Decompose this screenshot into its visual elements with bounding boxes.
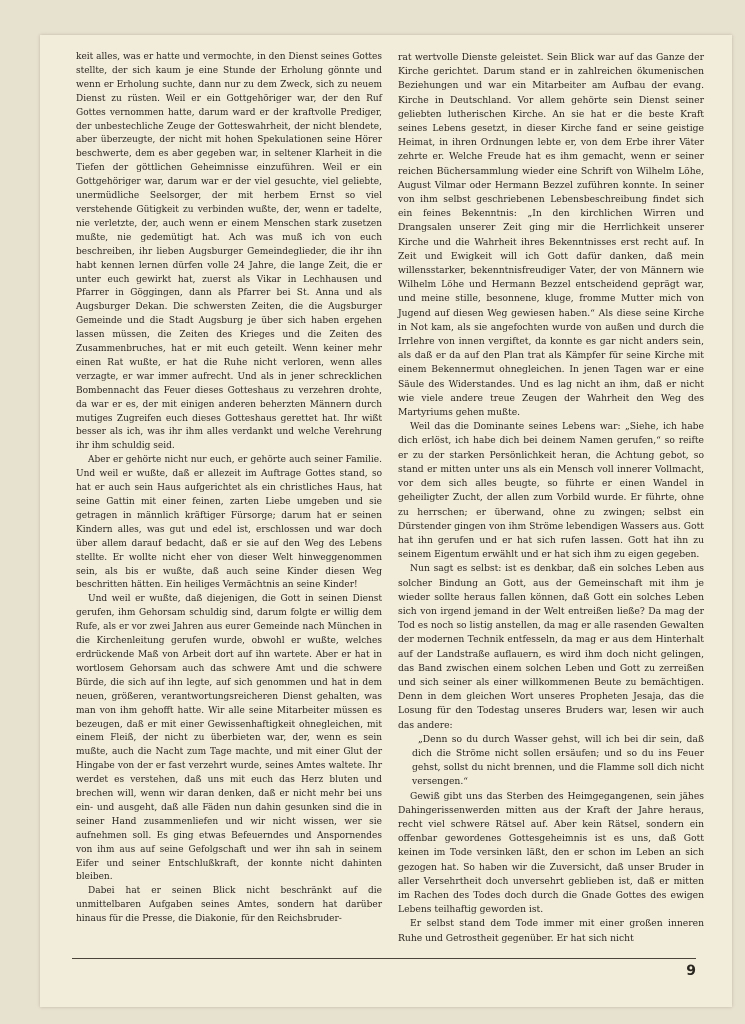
- paragraph: Weil das die Dominante seines Lebens war: „Siehe, ich habe dich erlöst, ich habe dich bei deinem Namen gerufen,“ so reifte er zu der starken Persönlichkeit heran, die Achtung gebot, so stand er mitten unter uns als ein Mensch voll innerer Vollmacht, vor dem sich alles beugte, so führte er einen Wandel in geheiligter Zucht, der allen zum Vorbild wurde. Er führte, ohne zu herrschen; er überwand, ohne zu zwingen; selbst ein Dürstender gingen von ihm Ströme lebendigen Wassers aus. Gott hat ihn gerufen und er hat sich rufen lassen. Gott hat ihn zu seinem Eigentum erwählt und er hat sich ihm zu eigen gegeben.: [398, 421, 704, 561]
- document-page: [40, 35, 732, 1007]
- paragraph: Und weil er wußte, daß diejenigen, die Gott in seinen Dienst gerufen, ihm Gehorsam schuldig sind, darum folgte er willig dem Rufe, als er vor zwei Jahren aus eurer Gemeinde nach München in die Kirchenleitung gerufen wurde, obwohl er wußte, welches erdrückende Maß von Arbeit dort auf ihn wartete. Aber er hat in wortlosem Gehorsam auch das schwere Amt und die schwere Bürde, die sich auf ihn legte, auf sich genommen und hat in dem neuen, größeren, verantwortungsreicheren Dienst gehalten, was man von ihm gehofft hatte. Wir alle seine Mitarbeiter müssen es bezeugen, daß er mit einer Gewissenhaftigkeit ohnegleichen, mit einem Fleiß, der nicht zu überbieten war, der, wenn es sein mußte, auch die Nacht zum Tage machte, und mit einer Glut der Hingabe von der er fast verzehrt wurde, seines Amtes waltete. Ihr werdet es verstehen, daß uns mit euch das Herz bluten und brechen will, wenn wir daran denken, daß er nicht mehr bei uns ein- und ausgeht, daß alle Fäden nun dahin gesunken sind die in seiner Hand zusammenliefen und wir nicht wissen, wer sie aufnehmen soll. Es ging etwas Befeuerndes und Anspornendes von ihm aus auf seine Gefolgschaft und wer ihn sah in seinem Eifer und seiner Entschlußkraft, der konnte nicht dahinten bleiben.: [76, 594, 382, 883]
- page-number: 9: [686, 963, 696, 979]
- right-column: [398, 51, 704, 946]
- paragraph: rat wertvolle Dienste geleistet. Sein Blick war auf das Ganze der Kirche gerichtet. Darum stand er in zahlreichen ökumenischen Beziehungen und war ein Mitarbeiter am Aufbau der evang. Kirche in Deutschland. Vor allem gehörte sein Dienst seiner geliebten lutherischen Kirche. An sie hat er die beste Kraft seines Lebens gesetzt, in dieser Kirche fand er seine geistige Heimat, in ihren Ordnungen lebte er, von dem Erbe ihrer Väter zehrte er. Welche Freude hat es ihm gemacht, wenn er seiner reichen Büchersammlung wieder eine Schrift von Wilhelm Löhe, August Vilmar oder Hermann Bezzel zuführen konnte. In seiner von ihm selbst geschriebenen Lebensbeschreibung findet sich ein feines Bekenntnis: „In den kirchlichen Wirren und Drangsalen unserer Zeit ging mir die Herrlichkeit unserer Kirche und die Wahrheit ihres Bekenntnisses erst recht auf. In Zeit und Ewigkeit will ich Gott dafür danken, daß mein willensstarker, bekenntnisfreudiger Vater, der von Männern wie Wilhelm Löhe und Hermann Bezzel entscheidend geprägt war, und meine stille, besonnene, kluge, fromme Mutter mich von Jugend auf diesen Weg gewiesen haben.“ Als diese seine Kirche in Not kam, als sie angefochten wurde von außen und durch die Irrlehre von innen vergiftet, da konnte es gar nicht anders sein, als daß er da auf den Plan trat als Kämpfer für seine Kirche mit einem Bekennermut ohnegleichen. In jenen Tagen war er eine Säule des Widerstandes. Und es lag nicht an ihm, daß er nicht wie viele andere treue Zeugen der Wahrheit den Weg des Martyriums gehen mußte.: [398, 52, 704, 419]
- footer-rule: [72, 958, 696, 959]
- left-column: [76, 51, 382, 927]
- paragraph: Er selbst stand dem Tode immer mit einer großen inneren Ruhe und Getrostheit gegenüber. Er hat sich nicht: [398, 918, 704, 944]
- paragraph: Gewiß gibt uns das Sterben des Heimgegangenen, sein jähes Dahingerissenwerden mitten aus der Kraft der Jahre heraus, recht viel schwere Rätsel auf. Aber kein Rätsel, sondern ein offenbar gewordenes Gottesgeheimnis ist es uns, daß Gott keinen im Tode versinken läßt, den er schon im Leben an sich gezogen hat. So haben wir die Zuversicht, daß unser Bruder in aller Versehrtheit doch unversehrt geblieben ist, daß er mitten im Rachen des Todes doch durch die Gnade Gottes des ewigen Lebens teilhaftig geworden ist.: [398, 790, 704, 916]
- paragraph: keit alles, was er hatte und vermochte, in den Dienst seines Gottes stellte, der sich kaum je eine Stunde der Erholung gönnte und wenn er Erholung suchte, dann nur zu dem Zweck, sich zu neuem Dienst zu rüsten. Weil er ein Gottgehöriger war, der den Ruf Gottes vernommen hatte, darum ward er der kraftvolle Prediger, der unbestechliche Zeuge der Gotteswahrheit, der nicht blendete, aber überzeugte, der nicht mit hohen Spekulationen seine Hörer beschwerte, dem es aber gegeben war, in seltener Klarheit in die Tiefen der göttlichen Geheimnisse einzuführen. Weil er ein Gottgehöriger war, darum war er der viel gesuchte, viel geliebte, unermüdliche Seelsorger, der mit herbem Ernst so viel verstehende Gütigkeit zu verbinden wußte, der, wenn er tadelte, nie verletzte, der, auch wenn er einem Menschen stark zusetzen mußte, nie gedemütigt hat. Ach was muß ich von euch beschreiben, ihr lieben Augsburger Gemeindeglieder, die ihr ihn habt kennen lernen dürfen volle 24 Jahre, die lange Zeit, die er unter euch gewirkt hat, zuerst als Vikar in Lechhausen und Pfarrer in Göggingen, dann als Pfarrer bei St. Anna und als Augsburger Dekan. Die schwersten Zeiten, die die Augsburger Gemeinde und die Stadt Augsburg je über sich haben ergehen lassen müssen, die Zeiten des Krieges und die Zeiten des Zusammenbruches, hat er mit euch geteilt. Wenn keiner mehr einen Rat wußte, er hat die Ruhe nicht verloren, wenn alles verzagte, er war immer aufrecht. Und als in jener schrecklichen Bombennacht das Feuer dieses Gotteshaus zu verzehren drohte, da war er es, der mit einigen anderen beherzten Männern durch mutiges Zugreifen euch dieses Gotteshaus gerettet hat. Ihr wißt besser als ich, was ihr ihm alles verdankt und welche Verehrung ihr ihm schuldig seid.: [76, 52, 382, 452]
- paragraph: Aber er gehörte nicht nur euch, er gehörte auch seiner Familie. Und weil er wußte, daß er allezeit im Auftrage Gottes stand, so hat er auch sein Haus aufgerichtet als ein christliches Haus, hat seine Gattin mit einer feinen, zarten Liebe umgeben und sie getragen in männlich kräftiger Fürsorge; darum hat er seinen Kindern alles, was gut und edel ist, erschlossen und war doch über allem darauf bedacht, daß er sie auf den Weg des Lebens stellte. Er wollte nicht eher von dieser Welt hinweggenommen sein, als bis er wußte, daß auch seine Kinder diesen Weg beschritten hätten. Ein heiliges Vermächtnis an seine Kinder!: [76, 455, 382, 591]
- paragraph: Dabei hat er seinen Blick nicht beschränkt auf die unmittelbaren Aufgaben seines Amtes, sondern hat darüber hinaus für die Presse, die Diakonie, für den Reichsbruder-: [76, 886, 382, 925]
- scripture-quote: „Denn so du durch Wasser gehst, will ich bei dir sein, daß dich die Ströme nicht sollen ersäufen; und so du ins Feuer gehst, sollst du nicht brennen, und die Flamme soll dich nicht versengen.“: [412, 733, 704, 788]
- paragraph: Nun sagt es selbst: ist es denkbar, daß ein solches Leben aus solcher Bindung an Gott, aus der Gemeinschaft mit ihm je wieder sollte heraus fallen können, daß Gott ein solches Leben sich von irgend jemand in der Welt entreißen ließe? Da mag der Tod es noch so listig anstellen, da mag er alle rasenden Gewalten der modernen Technik entfesseln, da mag er aus dem Hinterhalt auf der Landstraße auflauern, es wird ihm doch nicht gelingen, das Band zwischen einem solchen Leben und Gott zu zerreißen und sich seiner als einer willkommenen Beute zu bemächtigen. Denn in dem gleichen Wort unseres Propheten Jesaja, das die Losung für den Todestag unseres Bruders war, lesen wir auch das andere:: [398, 563, 704, 731]
